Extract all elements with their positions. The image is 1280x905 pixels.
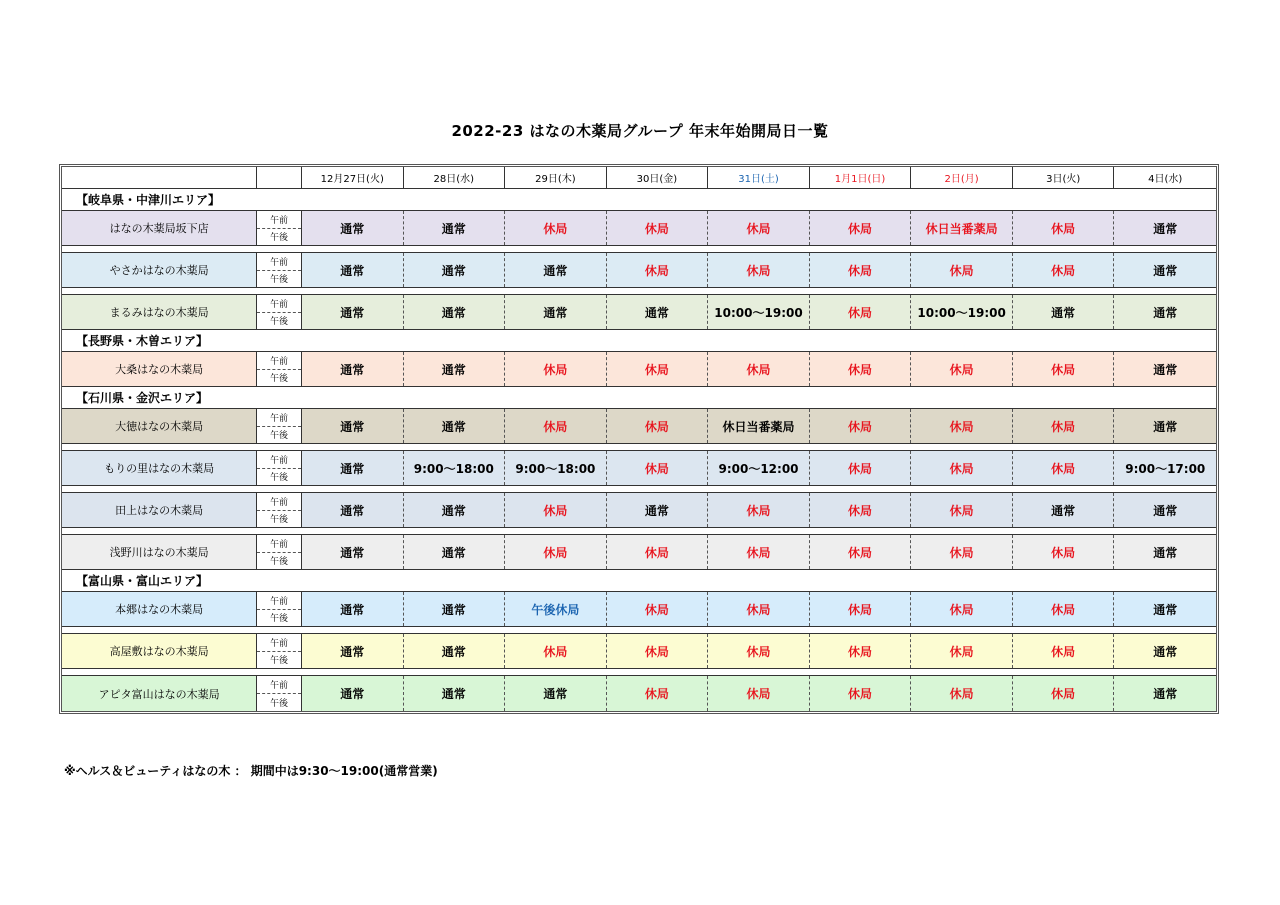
day-status: 休局 bbox=[1013, 409, 1115, 443]
pm-label: 午後 bbox=[270, 374, 289, 385]
pm-label: 午後 bbox=[270, 614, 289, 625]
day-status: 通常 bbox=[404, 634, 506, 668]
day-status: 通常 bbox=[404, 676, 506, 711]
day-status: 休局 bbox=[810, 295, 912, 329]
store-name: アピタ富山はなの木薬局 bbox=[62, 676, 257, 711]
ampm-cell bbox=[257, 493, 302, 527]
day-status: 休局 bbox=[911, 451, 1013, 485]
day-status: 休日当番薬局 bbox=[911, 211, 1013, 245]
day-status: 通常 bbox=[404, 409, 506, 443]
day-status: 10:00～19:00 bbox=[911, 295, 1013, 329]
ampm-cell bbox=[257, 535, 302, 569]
day-status: 通常 bbox=[404, 592, 506, 626]
day-status: 休局 bbox=[708, 253, 810, 287]
day-status: 通常 bbox=[1153, 221, 1178, 236]
day-status: 休局 bbox=[708, 676, 810, 711]
day-status: 10:00～19:00 bbox=[708, 295, 810, 329]
day-status: 休局 bbox=[708, 592, 810, 626]
pm-label: 午後 bbox=[270, 557, 289, 568]
store-name: やさかはなの木薬局 bbox=[62, 253, 257, 287]
day-status: 通常 bbox=[1153, 419, 1178, 434]
day-status: 休局 bbox=[810, 409, 912, 443]
day-status: 通常 bbox=[302, 676, 404, 711]
day-status: 休局 bbox=[911, 409, 1013, 443]
day-status: 休局 bbox=[607, 676, 709, 711]
day-status: 通常 bbox=[404, 493, 506, 527]
store-name: 本郷はなの木薬局 bbox=[62, 592, 257, 626]
region-heading: 【長野県・木曽エリア】 bbox=[62, 330, 1216, 352]
day-status: 休局 bbox=[708, 634, 810, 668]
day-status: 休局 bbox=[708, 493, 810, 527]
day-status: 通常 bbox=[1153, 503, 1178, 518]
day-status: 通常 bbox=[1153, 545, 1178, 560]
row-spacer bbox=[62, 627, 1216, 634]
day-status: 休局 bbox=[1013, 535, 1115, 569]
header-day: 29日(木) bbox=[505, 167, 607, 188]
header-day: 3日(火) bbox=[1013, 167, 1115, 188]
day-status: 休局 bbox=[1013, 592, 1115, 626]
day-status: 通常 bbox=[404, 211, 506, 245]
day-status: 休局 bbox=[607, 535, 709, 569]
day-status: 通常 bbox=[302, 253, 404, 287]
store-name: 浅野川はなの木薬局 bbox=[62, 535, 257, 569]
store-row bbox=[62, 451, 1216, 486]
day-status: 9:00～18:00 bbox=[404, 451, 506, 485]
region-heading: 【富山県・富山エリア】 bbox=[62, 570, 1216, 592]
day-status: 休局 bbox=[810, 211, 912, 245]
day-status: 休局 bbox=[607, 451, 709, 485]
day-status: 休局 bbox=[810, 592, 912, 626]
day-status: 休局 bbox=[810, 451, 912, 485]
header-day: 12月27日(火) bbox=[302, 167, 404, 188]
pm-label: 午後 bbox=[270, 431, 289, 442]
day-status: 通常 bbox=[404, 253, 506, 287]
header-day: 30日(金) bbox=[607, 167, 709, 188]
ampm-cell bbox=[257, 409, 302, 443]
day-status: 通常 bbox=[404, 535, 506, 569]
store-row bbox=[62, 409, 1216, 444]
am-label: 午前 bbox=[257, 535, 301, 553]
day-status: 休局 bbox=[607, 352, 709, 386]
day-status: 通常 bbox=[607, 493, 709, 527]
day-status: 9:00～12:00 bbox=[708, 451, 810, 485]
row-spacer bbox=[62, 288, 1216, 295]
am-label: 午前 bbox=[257, 634, 301, 652]
day-status: 休局 bbox=[810, 535, 912, 569]
day-status: 通常 bbox=[505, 676, 607, 711]
page-title: 2022-23 はなの木薬局グループ 年末年始開局日一覧 bbox=[451, 122, 829, 140]
day-status: 休局 bbox=[607, 592, 709, 626]
header-store-cell bbox=[62, 167, 257, 188]
day-status: 休局 bbox=[1013, 451, 1115, 485]
day-status: 休局 bbox=[505, 211, 607, 245]
day-status: 休局 bbox=[911, 676, 1013, 711]
day-status: 休局 bbox=[1013, 676, 1115, 711]
row-spacer bbox=[62, 528, 1216, 535]
am-label: 午前 bbox=[257, 592, 301, 610]
day-status: 9:00～18:00 bbox=[505, 451, 607, 485]
header-day: 4日(水) bbox=[1148, 174, 1183, 185]
ampm-cell bbox=[257, 634, 302, 668]
store-row bbox=[62, 352, 1216, 387]
row-spacer bbox=[62, 246, 1216, 253]
store-row bbox=[62, 493, 1216, 528]
day-status: 通常 bbox=[1153, 602, 1178, 617]
store-row bbox=[62, 295, 1216, 330]
day-status: 通常 bbox=[302, 535, 404, 569]
day-status: 通常 bbox=[1153, 644, 1178, 659]
day-status: 休局 bbox=[810, 253, 912, 287]
day-status: 休日当番薬局 bbox=[708, 409, 810, 443]
day-status: 通常 bbox=[505, 253, 607, 287]
pm-label: 午後 bbox=[270, 699, 289, 709]
am-label: 午前 bbox=[257, 352, 301, 370]
day-status: 通常 bbox=[302, 592, 404, 626]
day-status: 休局 bbox=[607, 211, 709, 245]
row-spacer bbox=[62, 486, 1216, 493]
day-status: 通常 bbox=[404, 352, 506, 386]
am-label: 午前 bbox=[257, 295, 301, 313]
day-status: 休局 bbox=[810, 676, 912, 711]
day-status: 休局 bbox=[1013, 253, 1115, 287]
day-status: 休局 bbox=[1013, 352, 1115, 386]
header-ampm-cell bbox=[257, 167, 302, 188]
day-status: 通常 bbox=[302, 634, 404, 668]
store-row bbox=[62, 676, 1216, 711]
day-status: 休局 bbox=[911, 493, 1013, 527]
store-name: もりの里はなの木薬局 bbox=[62, 451, 257, 485]
pm-label: 午後 bbox=[270, 515, 289, 526]
day-status: 休局 bbox=[505, 535, 607, 569]
store-name: まるみはなの木薬局 bbox=[62, 295, 257, 329]
region-heading: 【岐阜県・中津川エリア】 bbox=[62, 189, 1216, 211]
header-day: 1月1日(日) bbox=[810, 167, 912, 188]
day-status: 通常 bbox=[1153, 263, 1178, 278]
am-label: 午前 bbox=[257, 211, 301, 229]
store-name: 大徳はなの木薬局 bbox=[62, 409, 257, 443]
pm-label: 午後 bbox=[270, 233, 289, 244]
day-status: 通常 bbox=[1013, 493, 1115, 527]
day-status: 通常 bbox=[1153, 687, 1178, 701]
schedule-table bbox=[59, 164, 1219, 714]
row-spacer bbox=[62, 444, 1216, 451]
header-row bbox=[62, 167, 1216, 189]
header-day: 31日(土) bbox=[708, 167, 810, 188]
ampm-cell bbox=[257, 592, 302, 626]
day-status: 休局 bbox=[607, 634, 709, 668]
store-name: はなの木薬局坂下店 bbox=[62, 211, 257, 245]
ampm-cell bbox=[257, 295, 302, 329]
day-status: 通常 bbox=[302, 451, 404, 485]
day-status: 休局 bbox=[911, 253, 1013, 287]
day-status: 休局 bbox=[708, 352, 810, 386]
day-status: 休局 bbox=[810, 634, 912, 668]
day-status: 9:00～17:00 bbox=[1125, 461, 1206, 476]
am-label: 午前 bbox=[257, 409, 301, 427]
store-row bbox=[62, 634, 1216, 669]
schedule-table-body bbox=[62, 167, 1216, 711]
day-status: 午後休局 bbox=[505, 592, 607, 626]
day-status: 休局 bbox=[505, 409, 607, 443]
store-row bbox=[62, 211, 1216, 246]
store-name: 大桑はなの木薬局 bbox=[62, 352, 257, 386]
day-status: 休局 bbox=[708, 535, 810, 569]
store-row bbox=[62, 253, 1216, 288]
region-heading: 【石川県・金沢エリア】 bbox=[62, 387, 1216, 409]
pm-label: 午後 bbox=[270, 473, 289, 484]
day-status: 通常 bbox=[302, 409, 404, 443]
day-status: 休局 bbox=[911, 535, 1013, 569]
day-status: 休局 bbox=[708, 211, 810, 245]
day-status: 通常 bbox=[1153, 362, 1178, 377]
ampm-cell bbox=[257, 676, 302, 711]
header-day: 28日(水) bbox=[404, 167, 506, 188]
footnote: ※ヘルス＆ビューティはなの木 ： 期間中は9:30～19:00(通常営業) bbox=[64, 764, 438, 778]
store-row bbox=[62, 592, 1216, 627]
day-status: 休局 bbox=[607, 253, 709, 287]
day-status: 休局 bbox=[1013, 211, 1115, 245]
ampm-cell bbox=[257, 352, 302, 386]
day-status: 休局 bbox=[505, 634, 607, 668]
day-status: 通常 bbox=[607, 295, 709, 329]
day-status: 休局 bbox=[505, 352, 607, 386]
row-spacer bbox=[62, 669, 1216, 676]
header-day: 2日(月) bbox=[911, 167, 1013, 188]
am-label: 午前 bbox=[257, 676, 301, 694]
day-status: 通常 bbox=[302, 493, 404, 527]
am-label: 午前 bbox=[257, 253, 301, 271]
ampm-cell bbox=[257, 451, 302, 485]
day-status: 通常 bbox=[505, 295, 607, 329]
store-name: 田上はなの木薬局 bbox=[62, 493, 257, 527]
day-status: 通常 bbox=[1013, 295, 1115, 329]
ampm-cell bbox=[257, 211, 302, 245]
day-status: 休局 bbox=[810, 352, 912, 386]
day-status: 休局 bbox=[911, 592, 1013, 626]
store-name: 高屋敷はなの木薬局 bbox=[62, 634, 257, 668]
day-status: 休局 bbox=[607, 409, 709, 443]
day-status: 通常 bbox=[1153, 305, 1178, 320]
day-status: 通常 bbox=[302, 352, 404, 386]
day-status: 休局 bbox=[1013, 634, 1115, 668]
pm-label: 午後 bbox=[270, 317, 289, 328]
store-row bbox=[62, 535, 1216, 570]
day-status: 通常 bbox=[404, 295, 506, 329]
am-label: 午前 bbox=[257, 451, 301, 469]
day-status: 休局 bbox=[810, 493, 912, 527]
day-status: 休局 bbox=[911, 634, 1013, 668]
pm-label: 午後 bbox=[270, 656, 289, 667]
day-status: 休局 bbox=[505, 493, 607, 527]
am-label: 午前 bbox=[257, 493, 301, 511]
ampm-cell bbox=[257, 253, 302, 287]
day-status: 通常 bbox=[302, 295, 404, 329]
pm-label: 午後 bbox=[270, 275, 289, 286]
day-status: 休局 bbox=[911, 352, 1013, 386]
day-status: 通常 bbox=[302, 211, 404, 245]
